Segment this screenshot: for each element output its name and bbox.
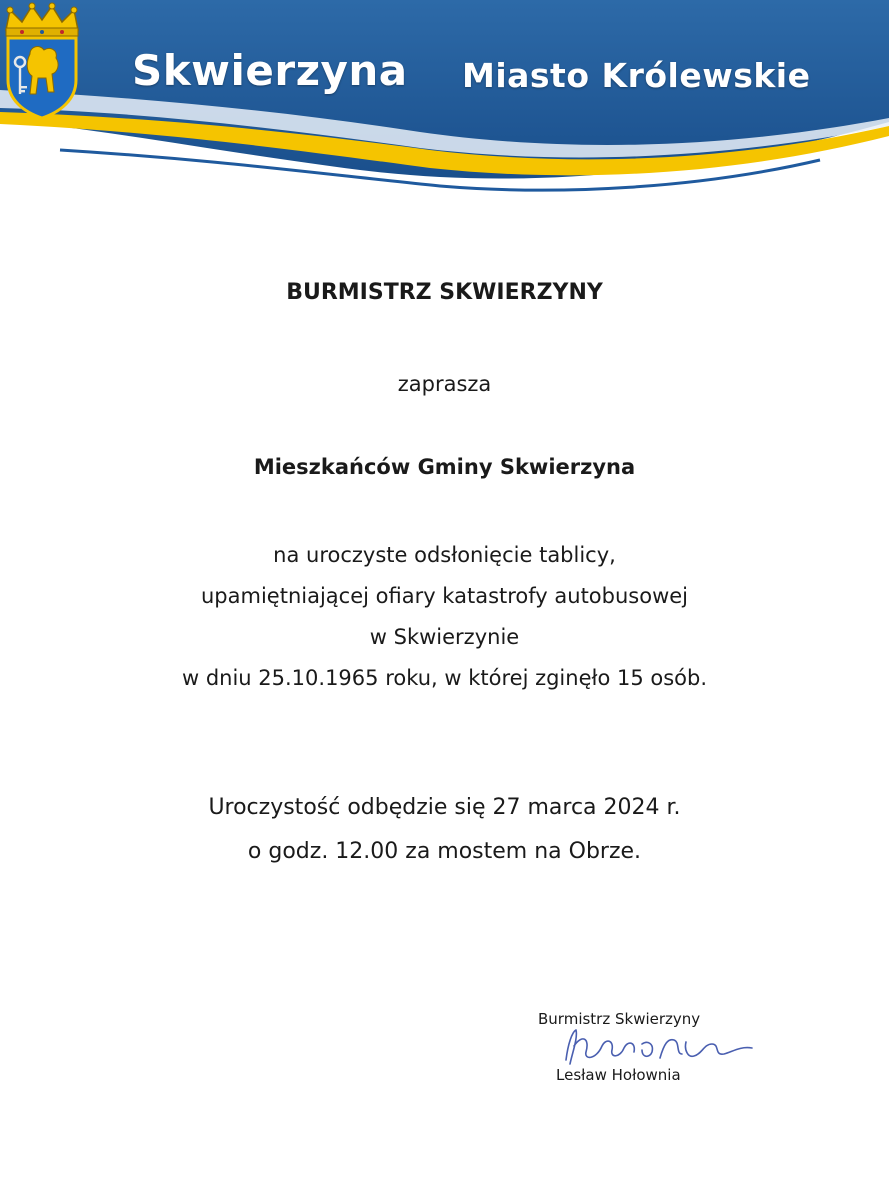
signature-role: Burmistrz Skwierzyny	[538, 1010, 701, 1028]
body-line: w Skwierzynie	[369, 625, 520, 649]
brand-name: Skwierzyna	[132, 46, 408, 95]
event-details	[0, 786, 889, 874]
body-line: w dniu 25.10.1965 roku, w której zginęło 15 osób.	[181, 666, 708, 690]
brand-tagline: Miasto Królewskie	[462, 56, 811, 95]
handwritten-signature	[556, 1024, 776, 1070]
body-line: upamiętniającej ofiary katastrofy autobusowej	[200, 584, 689, 608]
coat-of-arms-icon	[0, 0, 84, 120]
header-banner	[0, 0, 889, 200]
invitation-body	[0, 535, 889, 699]
invites-text: zaprasza	[397, 372, 492, 396]
event-line: o godz. 12.00 za mostem na Obrze.	[247, 839, 642, 864]
event-line: Uroczystość odbędzie się 27 marca 2024 r.	[208, 795, 681, 820]
signature-name: Lesław Hołownia	[556, 1066, 681, 1084]
letter-title: BURMISTRZ SKWIERZYNY	[286, 280, 603, 305]
addressee: Mieszkańców Gminy Skwierzyna	[253, 455, 636, 479]
banner-background	[0, 0, 889, 200]
body-line: na uroczyste odsłonięcie tablicy,	[273, 543, 616, 567]
